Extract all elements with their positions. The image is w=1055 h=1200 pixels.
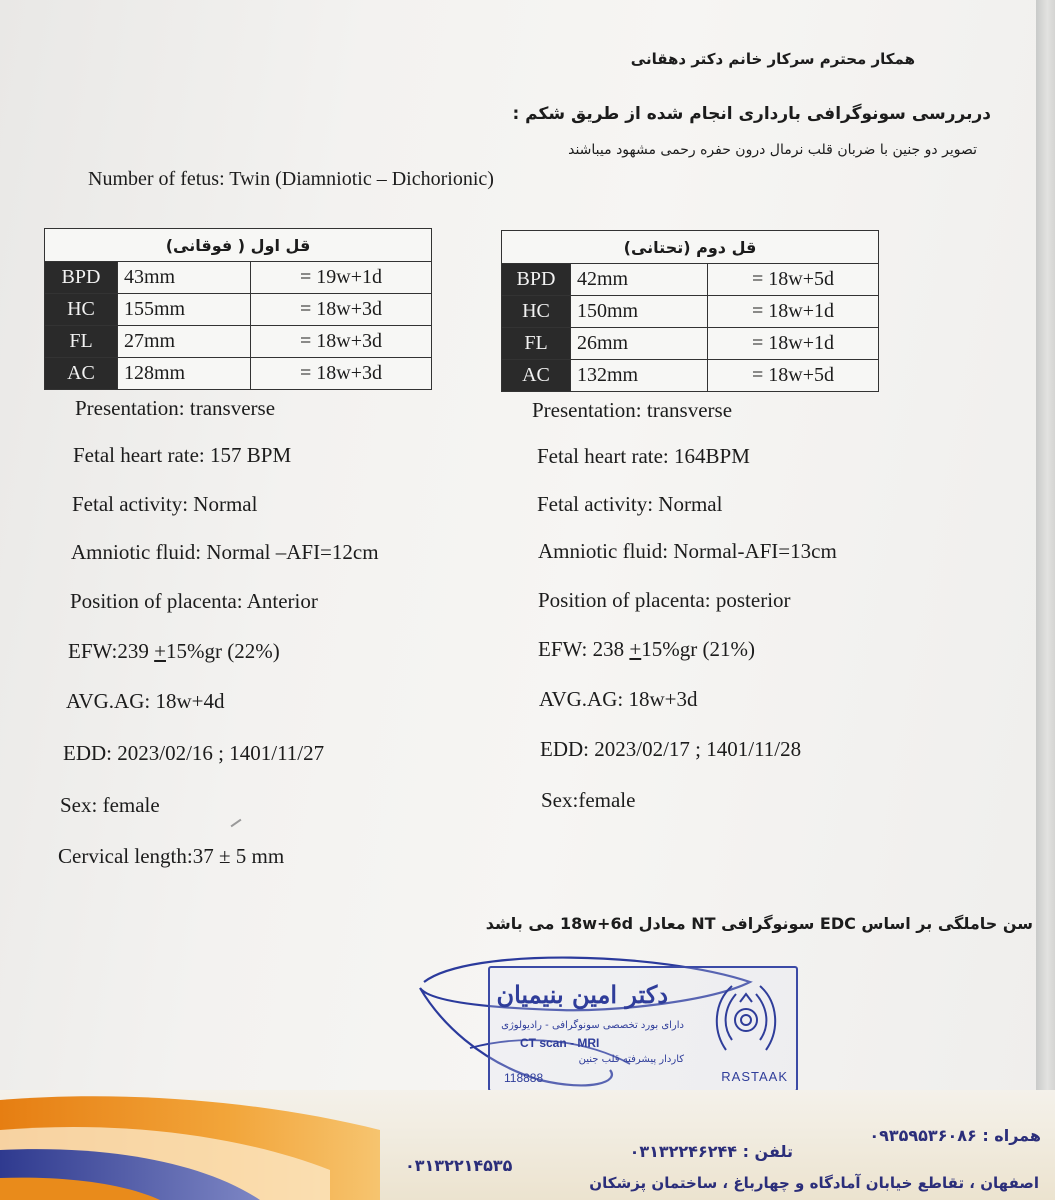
table-row xyxy=(502,264,879,296)
fetus1-efw xyxy=(68,639,280,664)
bpd-label: BPD xyxy=(45,262,118,294)
efw-value: EFW: 238 xyxy=(538,637,630,661)
table-row xyxy=(45,358,432,390)
footer-phone: تلفن : ۰۳۱۳۲۲۴۶۲۴۴ xyxy=(629,1142,793,1161)
fetus2-sex: Sex:female xyxy=(541,788,636,812)
hc-age: = 18w+3d xyxy=(251,294,432,326)
footer-band xyxy=(0,1090,1055,1200)
fetus1-avg-age: AVG.AG: 18w+4d xyxy=(66,689,225,713)
stamp-doctor-name: دکتر امین بنیمیان xyxy=(496,980,668,1009)
fetus1-biometry-table xyxy=(44,228,432,390)
ac-value: 132mm xyxy=(571,360,708,392)
hc-age: = 18w+1d xyxy=(708,296,879,328)
stamp-fetal-echo: کاردار پیشرفته قلب جنین xyxy=(578,1054,684,1065)
footer-mobile: همراه : ۰۹۳۵۹۵۳۶۰۸۶ xyxy=(869,1126,1041,1145)
stamp-license-number: 118888 xyxy=(504,1071,544,1085)
efw-range: 15%gr (21%) xyxy=(641,637,755,661)
table-row xyxy=(45,326,432,358)
cervical-length: Cervical length:37 ± 5 mm xyxy=(58,844,285,868)
finding-line: تصویر دو جنین با ضربان قلب نرمال درون حفره رحمی مشهود میباشند xyxy=(568,142,977,158)
fetus1-placenta: Position of placenta: Anterior xyxy=(70,589,318,613)
efw-range: 15%gr (22%) xyxy=(165,639,280,663)
fl-age: = 18w+3d xyxy=(251,326,432,358)
hc-label: HC xyxy=(45,294,118,326)
table-row xyxy=(502,328,879,360)
footer-address: اصفهان ، تقاطع خیابان آمادگاه و چهارباغ ، ساختمان پزشکان xyxy=(589,1174,1039,1192)
fetus2-activity: Fetal activity: Normal xyxy=(537,492,723,516)
fetus2-efw xyxy=(538,637,755,662)
fetus1-activity: Fetal activity: Normal xyxy=(72,492,258,516)
ac-label: AC xyxy=(45,358,118,390)
ac-age: = 18w+5d xyxy=(708,360,879,392)
fetus1-amniotic-fluid: Amniotic fluid: Normal –AFI=12cm xyxy=(71,540,379,564)
ac-label: AC xyxy=(502,360,571,392)
fl-value: 26mm xyxy=(571,328,708,360)
fetus1-sex: Sex: female xyxy=(60,793,160,817)
table-row xyxy=(502,360,879,392)
fetus2-presentation: Presentation: transverse xyxy=(532,398,733,422)
hc-value: 150mm xyxy=(571,296,708,328)
fetus1-table-title: قل اول ( فوقانی) xyxy=(45,229,432,262)
fetus2-table-title: قل دوم (تحتانی) xyxy=(502,231,879,264)
fetus2-placenta: Position of placenta: posterior xyxy=(538,588,791,612)
hc-label: HC xyxy=(502,296,571,328)
fetus1-edd: EDD: 2023/02/16 ; 1401/11/27 xyxy=(63,741,325,765)
fetus2-edd: EDD: 2023/02/17 ; 1401/11/28 xyxy=(540,737,802,761)
ac-value: 128mm xyxy=(118,358,251,390)
table-row xyxy=(45,294,432,326)
fl-label: FL xyxy=(45,326,118,358)
stamp-ct-mri: CT scan - MRI xyxy=(520,1036,600,1050)
bpd-age: = 18w+5d xyxy=(708,264,879,296)
fetus2-amniotic-fluid: Amniotic fluid: Normal-AFI=13cm xyxy=(538,539,837,563)
table-row xyxy=(45,262,432,294)
fetus1-heart-rate: Fetal heart rate: 157 BPM xyxy=(73,443,292,467)
stamp-specialty: دارای بورد تخصصی سونوگرافی - رادیولوژی xyxy=(501,1020,684,1031)
hc-value: 155mm xyxy=(118,294,251,326)
rastaak-logo-icon xyxy=(708,980,784,1058)
intro-line: دربررسی سونوگرافی بارداری انجام شده از طریق شکم : xyxy=(512,104,991,124)
fetus1-presentation: Presentation: transverse xyxy=(75,396,276,420)
stamp-logo-text: RASTAAK xyxy=(721,1069,788,1084)
fetus2-heart-rate: Fetal heart rate: 164BPM xyxy=(537,444,750,468)
doctor-stamp xyxy=(488,966,798,1092)
ac-age: = 18w+3d xyxy=(251,358,432,390)
fl-value: 27mm xyxy=(118,326,251,358)
efw-value: EFW:239 xyxy=(68,639,155,663)
greeting-line: همکار محترم سرکار خانم دکتر دهقانی xyxy=(630,50,915,68)
fl-label: FL xyxy=(502,328,571,360)
fl-age: = 18w+1d xyxy=(708,328,879,360)
bpd-label: BPD xyxy=(502,264,571,296)
page-edge-shadow xyxy=(1036,0,1055,1090)
bpd-age: = 19w+1d xyxy=(251,262,432,294)
fetus2-biometry-table xyxy=(501,230,879,392)
fetus2-avg-age: AVG.AG: 18w+3d xyxy=(539,687,698,711)
footer-phone-2: ۰۳۱۳۲۲۱۴۵۳۵ xyxy=(405,1156,513,1175)
plus-minus-sign: + xyxy=(629,637,642,661)
table-row xyxy=(502,296,879,328)
conclusion-line: سن حاملگی بر اساس EDC سونوگرافی NT معادل 18w+6d می باشد xyxy=(485,914,1033,933)
bpd-value: 43mm xyxy=(118,262,251,294)
number-of-fetus: Number of fetus: Twin (Diamniotic – Dichorionic) xyxy=(88,168,494,190)
bpd-value: 42mm xyxy=(571,264,708,296)
plus-minus-sign: + xyxy=(154,639,166,663)
